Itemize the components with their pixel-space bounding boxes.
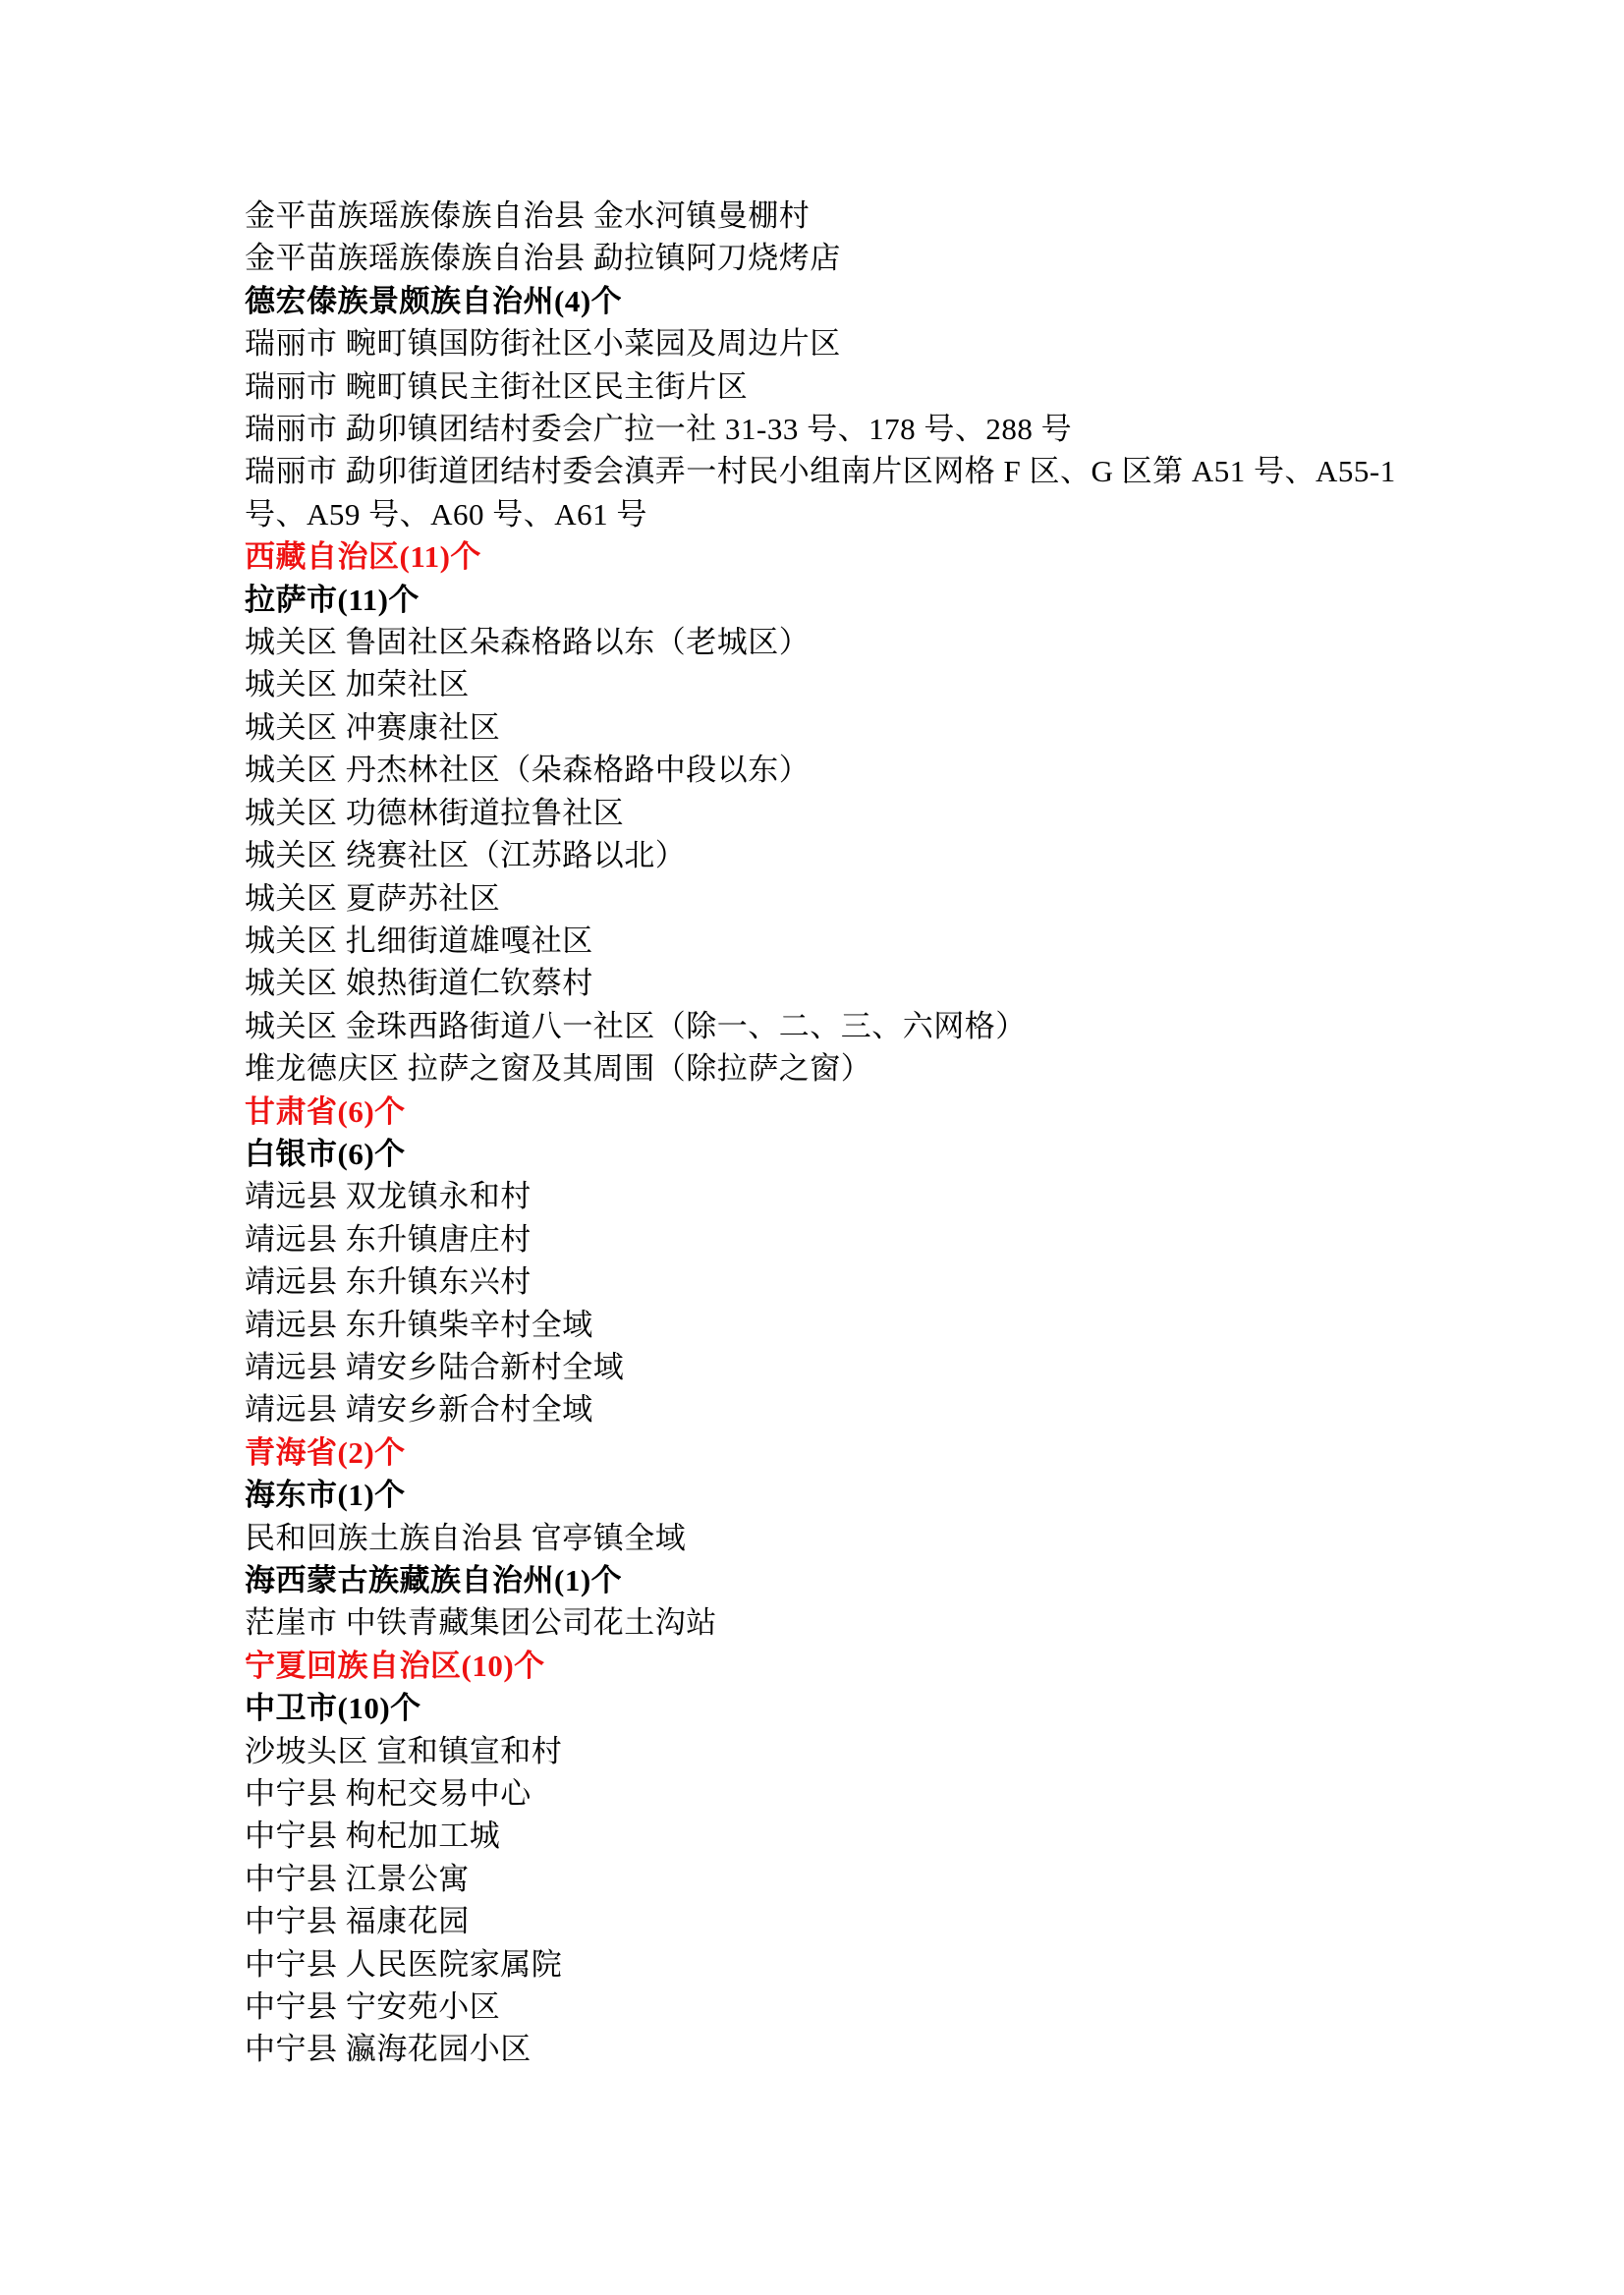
document-line: 城关区 冲赛康社区	[245, 709, 501, 745]
document-line: 城关区 扎细街道雄嘎社区	[245, 923, 593, 958]
document-line: 靖远县 东升镇柴辛村全域	[245, 1307, 593, 1342]
document-line: 茫崖市 中铁青藏集团公司花土沟站	[245, 1605, 717, 1641]
document-line: 中宁县 枸杞交易中心	[245, 1776, 532, 1812]
document-line: 中宁县 枸杞加工城	[245, 1819, 501, 1854]
document-line: 海西蒙古族藏族自治州(1)个	[245, 1563, 623, 1597]
document-line: 中宁县 瀛海花园小区	[245, 2032, 532, 2067]
document-line: 城关区 夏萨苏社区	[245, 880, 501, 916]
document-line: 拉萨市(11)个	[245, 582, 420, 617]
document-line: 甘肃省(6)个	[245, 1093, 406, 1129]
document-line: 城关区 金珠西路街道八一社区（除一、二、三、六网格）	[245, 1008, 1027, 1043]
document-line: 靖远县 靖安乡陆合新村全域	[245, 1349, 625, 1384]
document-line: 靖远县 东升镇唐庄村	[245, 1221, 532, 1257]
document-line: 中宁县 江景公寓	[245, 1861, 470, 1896]
document-line: 堆龙德庆区 拉萨之窗及其周围（除拉萨之窗）	[245, 1051, 872, 1087]
document-line: 城关区 鲁固社区朵森格路以东（老城区）	[245, 625, 811, 660]
document-line: 瑞丽市 畹町镇民主街社区民主街片区	[245, 368, 749, 404]
document-line: 瑞丽市 勐卯街道团结村委会滇弄一村民小组南片区网格 F 区、G 区第 A51 号、A55-1	[245, 454, 1396, 489]
document-line: 中宁县 福康花园	[245, 1904, 470, 1939]
document-line: 海东市(1)个	[245, 1478, 406, 1513]
document-line: 青海省(2)个	[245, 1434, 406, 1470]
document-line: 宁夏回族自治区(10)个	[245, 1648, 545, 1683]
document-line: 金平苗族瑶族傣族自治县 金水河镇曼棚村	[245, 198, 811, 233]
document-line: 瑞丽市 勐卯镇团结村委会广拉一社 31-33 号、178 号、288 号	[245, 412, 1073, 447]
document-line: 白银市(6)个	[245, 1136, 406, 1171]
risk-area-list	[245, 195, 1551, 2071]
document-line: 中宁县 宁安苑小区	[245, 1989, 501, 2025]
document-line: 号、A59 号、A60 号、A61 号	[245, 496, 647, 532]
document-line: 城关区 丹杰林社区（朵森格路中段以东）	[245, 753, 811, 788]
document-line: 城关区 绕赛社区（江苏路以北）	[245, 838, 687, 873]
document-line: 城关区 功德林街道拉鲁社区	[245, 795, 625, 830]
document-line: 德宏傣族景颇族自治州(4)个	[245, 283, 623, 318]
document-line: 中卫市(10)个	[245, 1691, 421, 1726]
document-line: 城关区 娘热街道仁钦蔡村	[245, 966, 593, 1001]
document-line: 城关区 加荣社区	[245, 667, 470, 702]
document-line: 民和回族土族自治县 官亭镇全域	[245, 1520, 687, 1555]
document-line: 金平苗族瑶族傣族自治县 勐拉镇阿刀烧烤店	[245, 241, 841, 276]
document-line: 靖远县 靖安乡新合村全域	[245, 1392, 593, 1427]
document-line: 中宁县 人民医院家属院	[245, 1946, 563, 1982]
document-line: 靖远县 双龙镇永和村	[245, 1179, 532, 1214]
document-line: 西藏自治区(11)个	[245, 539, 481, 575]
document-line: 瑞丽市 畹町镇国防街社区小菜园及周边片区	[245, 326, 841, 362]
document-line: 靖远县 东升镇东兴村	[245, 1264, 532, 1300]
document-line: 沙坡头区 宣和镇宣和村	[245, 1733, 563, 1768]
